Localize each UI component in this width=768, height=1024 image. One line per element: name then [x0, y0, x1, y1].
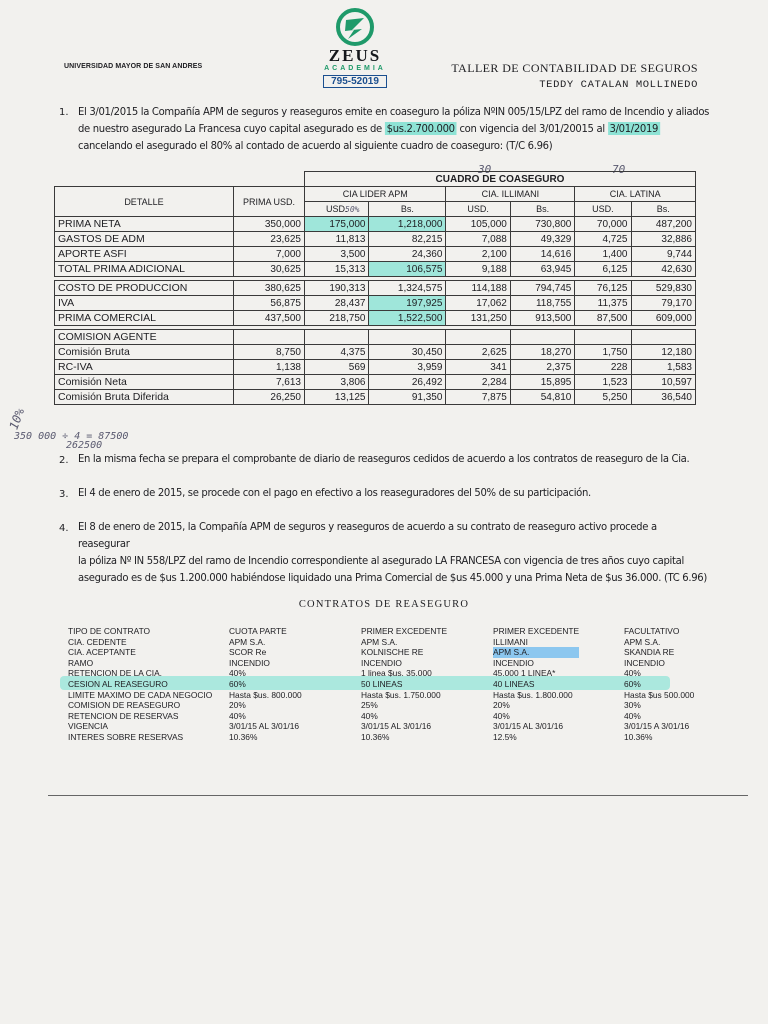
handwritten-pct-latina: 70: [612, 163, 626, 176]
contract-field-value: 10.36%: [624, 731, 653, 742]
cell-apm-usd: 15,313: [305, 262, 369, 277]
cell-ill-usd: 2,284: [446, 375, 510, 390]
contract-field-value: SKANDIA RE: [624, 647, 675, 658]
table-row: [55, 311, 696, 326]
contracts-labels-column: [68, 626, 212, 743]
col-detalle: DETALLE: [55, 187, 234, 217]
exercise-4-line-2: la póliza Nº IN 558/LPZ del ramo de Incendio correspondiente al asegurado LA FRANCESA con vigencia de tres años cuyo capital: [78, 554, 684, 567]
cell-prima: 1,138: [234, 360, 305, 375]
contract-field-value: Hasta $us. 1.800.000: [493, 689, 573, 700]
zeus-academia-logo: [307, 8, 403, 90]
cell-apm-bs: 1,522,500: [369, 311, 446, 326]
exercise-4-line-1: El 8 de enero de 2015, la Compañía APM de seguros y reaseguros de acuerdo a su contrato de reaseguro activo procede a reasegurar: [78, 520, 657, 550]
cell-ill-bs: 118,755: [510, 296, 574, 311]
table-row: [55, 247, 696, 262]
contract-field-value: 40%: [361, 710, 378, 721]
row-label: Comisión Neta: [55, 375, 234, 390]
logo-subtitle: ACADEMIA: [324, 65, 386, 72]
date-to-highlight: 3/01/2019: [609, 122, 659, 135]
exercise-1-text: [78, 103, 710, 154]
contract-field-value: 40%: [229, 710, 246, 721]
sub-bs: Bs.: [369, 202, 446, 217]
cell-ill-usd: 114,188: [446, 281, 510, 296]
cell-lat-bs: [631, 330, 696, 345]
cell-lat-usd: 228: [575, 360, 631, 375]
contract-field-value: 60%: [624, 678, 641, 689]
cell-lat-bs: 9,744: [631, 247, 696, 262]
contract-primer-excedente-illimani-column: [493, 626, 579, 743]
contract-field-value: 3/01/15 A 3/01/16: [624, 721, 690, 732]
contract-field-value: 60%: [229, 678, 246, 689]
coaseguro-table: [54, 171, 696, 405]
group-apm: CIA LIDER APM: [305, 187, 446, 202]
cell-ill-bs: 794,745: [510, 281, 574, 296]
cell-lat-bs: 10,597: [631, 375, 696, 390]
cell-ill-bs: 14,616: [510, 247, 574, 262]
course-title: TALLER DE CONTABILIDAD DE SEGUROS: [451, 61, 698, 75]
contract-field-value: 25%: [361, 700, 378, 711]
row-label: COSTO DE PRODUCCION: [55, 281, 234, 296]
coaseguro-table-title: CUADRO DE COASEGURO: [305, 172, 696, 187]
cell-apm-usd: 569: [305, 360, 369, 375]
cell-apm-bs: 24,360: [369, 247, 446, 262]
contract-field-value: 40%: [229, 668, 246, 679]
contract-field-value: FACULTATIVO: [624, 626, 680, 636]
table-row: [55, 360, 696, 375]
contract-field-value: CUOTA PARTE: [229, 626, 287, 636]
cell-lat-bs: 32,886: [631, 232, 696, 247]
cell-lat-bs: 42,630: [631, 262, 696, 277]
contract-field-value: APM S.A.: [229, 636, 266, 647]
contract-field-value: Hasta $us. 800.000: [229, 689, 302, 700]
lightning-bolt-logo-icon: [336, 8, 374, 46]
contract-field-label: VIGENCIA: [68, 721, 109, 732]
contract-field-label: LIMITE MAXIMO DE CADA NEGOCIO: [68, 689, 213, 700]
contract-field-value: 20%: [493, 700, 510, 711]
cell-ill-bs: 63,945: [510, 262, 574, 277]
teacher-name: TEDDY CATALAN MOLLINEDO: [539, 79, 698, 91]
contract-field-value: APM S.A.: [493, 647, 579, 658]
cell-ill-bs: 15,895: [510, 375, 574, 390]
contract-field-value: INCENDIO: [624, 657, 665, 668]
exercise-4-line-3: asegurado es de $us 1.200.000 habiéndose liquidado una Prima Comercial de $us 45.000 y una Prima Neta de $us 36.000. (TC 6.96): [78, 571, 707, 584]
exercise-3-text: El 4 de enero de 2015, se procede con el pago en efectivo a los reaseguradores del 50% de su participación.: [78, 486, 591, 499]
cell-apm-bs: 1,218,000: [369, 217, 446, 232]
exercise-1-line-2: de nuestro asegurado La Francesa cuyo capital asegurado es de $us.2.700.000 con vigencia del 3/01/20015 al 3/01/2019: [78, 122, 659, 135]
sub-bs: Bs.: [510, 202, 574, 217]
handwritten-calc-1: 350 000 ÷ 4 = 87500: [14, 431, 129, 442]
contract-field-label: RETENCION DE LA CIA.: [68, 668, 163, 679]
contract-field-value: Hasta $us. 1.750.000: [361, 689, 441, 700]
cell-ill-usd: 2,625: [446, 345, 510, 360]
table-row: [55, 345, 696, 360]
contract-field-label: INTERES SOBRE RESERVAS: [68, 731, 184, 742]
cell-apm-usd: 175,000: [305, 217, 369, 232]
contract-field-value: 1 linea $us. 35.000: [361, 668, 432, 679]
cell-ill-usd: 105,000: [446, 217, 510, 232]
contract-field-value: APM S.A.: [624, 636, 661, 647]
cell-apm-usd: 3,500: [305, 247, 369, 262]
cell-lat-bs: 487,200: [631, 217, 696, 232]
contracts-title: CONTRATOS DE REASEGURO: [298, 599, 470, 610]
table-row: [55, 296, 696, 311]
cell-lat-usd: 76,125: [575, 281, 631, 296]
contract-field-value: INCENDIO: [493, 657, 534, 668]
cell-apm-bs: 3,959: [369, 360, 446, 375]
cell-apm-usd: 4,375: [305, 345, 369, 360]
cell-ill-usd: 131,250: [446, 311, 510, 326]
cell-prima: 30,625: [234, 262, 305, 277]
cell-apm-bs: 26,492: [369, 375, 446, 390]
cell-prima: [234, 330, 305, 345]
exercise-2-text: En la misma fecha se prepara el comprobante de diario de reaseguros cedidos de acuerdo a los contratos de reaseguro de la Cia.: [78, 452, 690, 465]
row-label: COMISION AGENTE: [55, 330, 234, 345]
cell-lat-bs: 609,000: [631, 311, 696, 326]
contract-field-value: 50 LINEAS: [361, 678, 403, 689]
cell-apm-bs: [369, 330, 446, 345]
row-label: Comisión Bruta: [55, 345, 234, 360]
contract-field-label: CESION AL REASEGURO: [68, 678, 168, 689]
contract-field-label: RAMO: [68, 657, 94, 668]
cell-ill-bs: [510, 330, 574, 345]
cell-prima: 7,613: [234, 375, 305, 390]
cell-apm-bs: 1,324,575: [369, 281, 446, 296]
cell-ill-bs: 2,375: [510, 360, 574, 375]
coaseguro-table-body: [55, 217, 696, 405]
contract-cuota-parte-column: [229, 626, 302, 743]
cell-lat-bs: 79,170: [631, 296, 696, 311]
contract-field-label: CIA. CEDENTE: [68, 636, 127, 647]
contract-field-value: 45.000 1 LINEA*: [493, 668, 556, 679]
cell-lat-usd: 1,400: [575, 247, 631, 262]
cell-apm-usd: 13,125: [305, 390, 369, 405]
cell-lat-usd: 4,725: [575, 232, 631, 247]
row-label: Comisión Bruta Diferida: [55, 390, 234, 405]
contract-field-value: 40%: [493, 710, 510, 721]
contract-field-value: 10.36%: [361, 731, 390, 742]
table-row: [55, 262, 696, 277]
contract-facultativo-column: [624, 626, 694, 743]
sub-usd: USD.: [305, 202, 369, 217]
cell-lat-usd: [575, 330, 631, 345]
row-label: TOTAL PRIMA ADICIONAL: [55, 262, 234, 277]
cell-lat-usd: 1,750: [575, 345, 631, 360]
row-label: APORTE ASFI: [55, 247, 234, 262]
cell-ill-usd: 9,188: [446, 262, 510, 277]
cell-lat-usd: 1,523: [575, 375, 631, 390]
cell-ill-bs: 54,810: [510, 390, 574, 405]
cell-apm-bs: 91,350: [369, 390, 446, 405]
cell-apm-bs: 197,925: [369, 296, 446, 311]
cell-apm-usd: 11,813: [305, 232, 369, 247]
exercise-1-number: 1.: [59, 107, 69, 118]
cell-apm-bs: 106,575: [369, 262, 446, 277]
cell-lat-usd: 5,250: [575, 390, 631, 405]
table-row: [55, 232, 696, 247]
university-name: UNIVERSIDAD MAYOR DE SAN ANDRES: [64, 63, 203, 70]
contract-field-label: TIPO DE CONTRATO: [68, 626, 151, 636]
exercise-3-number: 3.: [59, 489, 69, 500]
sub-bs: Bs.: [631, 202, 696, 217]
contract-field-value: 40%: [624, 668, 641, 679]
cell-apm-bs: 30,450: [369, 345, 446, 360]
sub-usd: USD.: [575, 202, 631, 217]
contract-field-value: 30%: [624, 700, 641, 711]
contract-primer-excedente-apm-column: [361, 626, 447, 743]
cell-apm-usd: 28,437: [305, 296, 369, 311]
capital-highlight: $us.2.700.000: [386, 122, 455, 135]
logo-name: ZEUS: [328, 46, 382, 65]
contract-field-value: 20%: [229, 700, 246, 711]
cell-prima: 380,625: [234, 281, 305, 296]
contract-field-value: 3/01/15 AL 3/01/16: [493, 721, 564, 732]
cell-prima: 8,750: [234, 345, 305, 360]
cell-lat-usd: 11,375: [575, 296, 631, 311]
cell-ill-usd: 341: [446, 360, 510, 375]
group-latina: CIA. LATINA: [575, 187, 696, 202]
cell-lat-bs: 1,583: [631, 360, 696, 375]
cell-lat-bs: 36,540: [631, 390, 696, 405]
group-illimani: CIA. ILLIMANI: [446, 187, 575, 202]
contract-field-value: SCOR Re: [229, 647, 267, 658]
cell-ill-bs: 913,500: [510, 311, 574, 326]
contract-field-value: 40 LINEAS: [493, 678, 535, 689]
cell-ill-usd: 17,062: [446, 296, 510, 311]
cell-lat-usd: 70,000: [575, 217, 631, 232]
cell-ill-usd: 2,100: [446, 247, 510, 262]
contract-field-value: 40%: [624, 710, 641, 721]
exercise-4-number: 4.: [59, 523, 69, 534]
cell-ill-bs: 730,800: [510, 217, 574, 232]
contract-field-value: INCENDIO: [361, 657, 402, 668]
cell-ill-usd: 7,088: [446, 232, 510, 247]
cell-apm-usd: 190,313: [305, 281, 369, 296]
cell-lat-bs: 529,830: [631, 281, 696, 296]
table-row: [55, 217, 696, 232]
cell-prima: 437,500: [234, 311, 305, 326]
row-label: IVA: [55, 296, 234, 311]
contract-field-value: PRIMER EXCEDENTE: [493, 626, 580, 636]
cell-apm-usd: 3,806: [305, 375, 369, 390]
sub-usd: USD.: [446, 202, 510, 217]
cell-ill-bs: 18,270: [510, 345, 574, 360]
contract-field-label: RETENCION DE RESERVAS: [68, 710, 179, 721]
bottom-rule: [48, 795, 748, 796]
contract-field-value: 12.5%: [493, 731, 517, 742]
handwritten-pct-apm: 50%: [345, 205, 360, 214]
exercise-2-number: 2.: [59, 455, 69, 466]
row-label: RC-IVA: [55, 360, 234, 375]
contract-field-value: 10.36%: [229, 731, 258, 742]
cell-ill-bs: 49,329: [510, 232, 574, 247]
table-row: [55, 330, 696, 345]
cell-lat-usd: 6,125: [575, 262, 631, 277]
contract-field-value: PRIMER EXCEDENTE: [361, 626, 448, 636]
row-label: PRIMA NETA: [55, 217, 234, 232]
exercise-4-text: [78, 518, 710, 586]
cell-prima: 7,000: [234, 247, 305, 262]
table-row: [55, 281, 696, 296]
row-label: GASTOS DE ADM: [55, 232, 234, 247]
handwritten-calc-2: 262500: [66, 440, 103, 451]
logo-phone: 795-52019: [323, 75, 387, 88]
contract-field-label: COMISION DE REASEGURO: [68, 700, 181, 711]
cell-lat-usd: 87,500: [575, 311, 631, 326]
contract-field-value: KOLNISCHE RE: [361, 647, 424, 658]
cell-prima: 350,000: [234, 217, 305, 232]
cell-ill-usd: [446, 330, 510, 345]
contract-field-value: 3/01/15 AL 3/01/16: [361, 721, 432, 732]
exercise-1-line-3: cancelando el asegurado el 80% al contado de acuerdo al siguiente cuadro de coaseguro: (T/C 6.96): [78, 139, 553, 152]
contract-field-value: 3/01/15 AL 3/01/16: [229, 721, 300, 732]
cell-ill-usd: 7,875: [446, 390, 510, 405]
row-label: PRIMA COMERCIAL: [55, 311, 234, 326]
table-row: [55, 390, 696, 405]
handwritten-pct-illimani: 30: [478, 163, 492, 176]
exercise-1-line-1: El 3/01/2015 la Compañía APM de seguros y reaseguros emite en coaseguro la póliza NºIN 005/15/LPZ del ramo de Incendio y aliados: [78, 105, 710, 118]
cell-prima: 56,875: [234, 296, 305, 311]
col-prima: PRIMA USD.: [234, 187, 305, 217]
cell-lat-bs: 12,180: [631, 345, 696, 360]
contract-field-label: CIA. ACEPTANTE: [68, 647, 136, 658]
handwritten-side-note: 10%: [6, 406, 28, 432]
contract-field-value: ILLIMANI: [493, 636, 528, 647]
contract-field-value: APM S.A.: [361, 636, 398, 647]
cell-apm-bs: 82,215: [369, 232, 446, 247]
header-right: [451, 60, 698, 94]
cell-apm-usd: [305, 330, 369, 345]
cell-prima: 23,625: [234, 232, 305, 247]
cell-apm-usd: 218,750: [305, 311, 369, 326]
cell-prima: 26,250: [234, 390, 305, 405]
table-row: [55, 375, 696, 390]
contract-field-value: INCENDIO: [229, 657, 270, 668]
contract-field-value: Hasta $us 500.000: [624, 689, 695, 700]
